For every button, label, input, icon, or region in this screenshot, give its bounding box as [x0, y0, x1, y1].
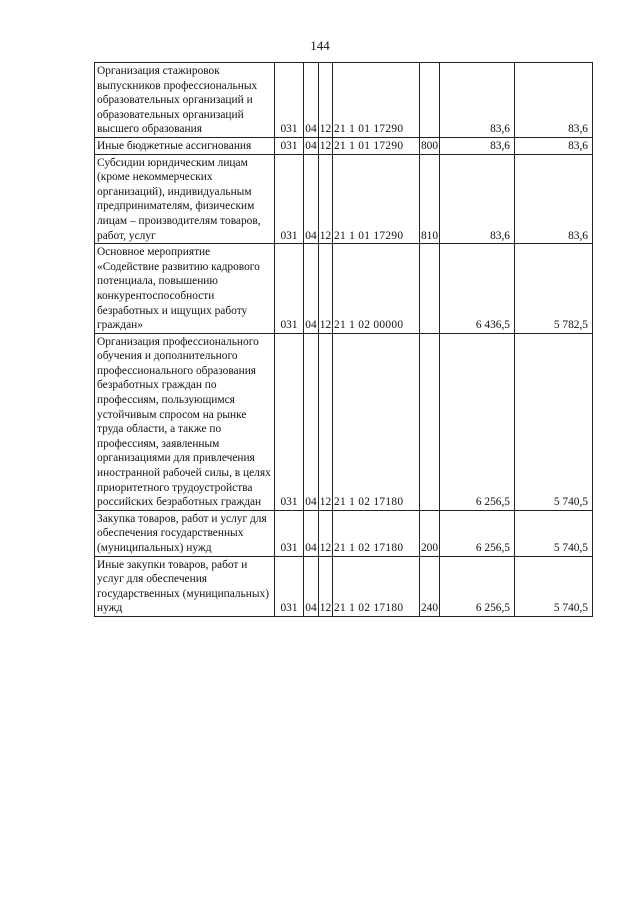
- cell-grbs: 031: [275, 510, 304, 556]
- cell-expense-type: 240: [420, 556, 440, 616]
- cell-rz: 04: [304, 510, 319, 556]
- table-row: [95, 510, 593, 556]
- cell-value-2: 5 782,5: [515, 244, 593, 334]
- cell-value-1: 83,6: [440, 154, 515, 244]
- budget-table: [94, 62, 593, 617]
- cell-pr: 12: [319, 244, 333, 334]
- cell-grbs: 031: [275, 154, 304, 244]
- cell-program-code: 21 1 02 17180: [333, 333, 420, 510]
- cell-pr: 12: [319, 154, 333, 244]
- cell-value-1: 6 436,5: [440, 244, 515, 334]
- cell-pr: 12: [319, 333, 333, 510]
- row-name: Организация профессионального обучения и дополнительного профессионального образования безработных граждан по профессиям, пользующимся устойчивым спросом на рынке труда области, а также по профессиям, заявленным организациями для привлечения иностранной рабочей силы, в целях приоритетного трудоустройства российских безработных граждан: [95, 333, 275, 510]
- cell-grbs: 031: [275, 244, 304, 334]
- page-number: 144: [310, 38, 330, 53]
- cell-rz: 04: [304, 333, 319, 510]
- row-name: Иные бюджетные ассигнования: [95, 137, 275, 154]
- cell-expense-type: 200: [420, 510, 440, 556]
- cell-expense-type: 800: [420, 137, 440, 154]
- cell-expense-type: [420, 244, 440, 334]
- cell-value-1: 6 256,5: [440, 333, 515, 510]
- table-row: [95, 556, 593, 616]
- cell-value-2: 83,6: [515, 63, 593, 138]
- cell-program-code: 21 1 02 00000: [333, 244, 420, 334]
- cell-value-1: 6 256,5: [440, 556, 515, 616]
- row-name: Основное мероприятие «Содействие развитию кадрового потенциала, повышению конкурентоспособности безработных и ищущих работу граждан»: [95, 244, 275, 334]
- cell-expense-type: [420, 333, 440, 510]
- table-row: [95, 137, 593, 154]
- cell-grbs: 031: [275, 556, 304, 616]
- table-row: [95, 244, 593, 334]
- cell-rz: 04: [304, 244, 319, 334]
- table-row: [95, 333, 593, 510]
- cell-grbs: 031: [275, 137, 304, 154]
- cell-value-2: 5 740,5: [515, 556, 593, 616]
- table-row: [95, 154, 593, 244]
- cell-value-1: 6 256,5: [440, 510, 515, 556]
- cell-grbs: 031: [275, 333, 304, 510]
- cell-program-code: 21 1 01 17290: [333, 154, 420, 244]
- cell-value-1: 83,6: [440, 63, 515, 138]
- cell-grbs: 031: [275, 63, 304, 138]
- cell-value-2: 83,6: [515, 154, 593, 244]
- row-name: Субсидии юридическим лицам (кроме некоммерческих организаций), индивидуальным предпринимателям, физическим лицам – производителям товаров, работ, услуг: [95, 154, 275, 244]
- row-name: Закупка товаров, работ и услуг для обеспечения государственных (муниципальных) нужд: [95, 510, 275, 556]
- cell-program-code: 21 1 02 17180: [333, 510, 420, 556]
- cell-pr: 12: [319, 63, 333, 138]
- cell-rz: 04: [304, 556, 319, 616]
- cell-value-1: 83,6: [440, 137, 515, 154]
- cell-pr: 12: [319, 137, 333, 154]
- cell-expense-type: 810: [420, 154, 440, 244]
- cell-program-code: 21 1 02 17180: [333, 556, 420, 616]
- cell-pr: 12: [319, 510, 333, 556]
- row-name: Организация стажировок выпускников профессиональных образовательных организаций и образовательных организаций высшего образования: [95, 63, 275, 138]
- cell-rz: 04: [304, 154, 319, 244]
- cell-rz: 04: [304, 137, 319, 154]
- cell-value-2: 83,6: [515, 137, 593, 154]
- cell-expense-type: [420, 63, 440, 138]
- cell-value-2: 5 740,5: [515, 510, 593, 556]
- cell-value-2: 5 740,5: [515, 333, 593, 510]
- cell-program-code: 21 1 01 17290: [333, 137, 420, 154]
- cell-pr: 12: [319, 556, 333, 616]
- cell-rz: 04: [304, 63, 319, 138]
- cell-program-code: 21 1 01 17290: [333, 63, 420, 138]
- table-row: [95, 63, 593, 138]
- row-name: Иные закупки товаров, работ и услуг для обеспечения государственных (муниципальных) нужд: [95, 556, 275, 616]
